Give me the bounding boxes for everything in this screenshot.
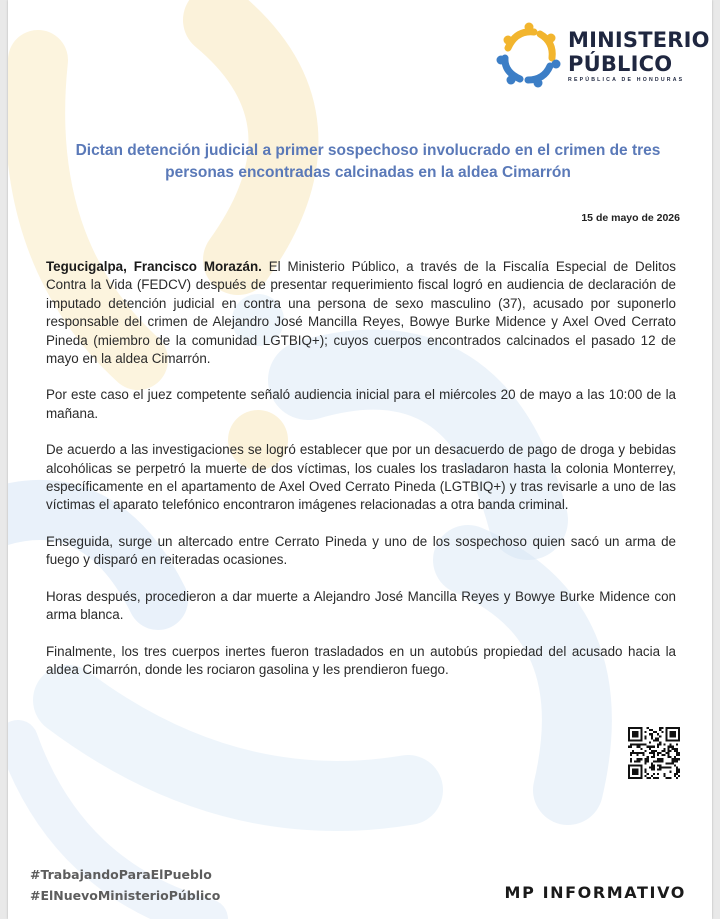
publication-date: 15 de mayo de 2026 bbox=[581, 212, 680, 224]
logo-line-ministerio: MINISTERIO bbox=[568, 28, 710, 52]
paragraph-2: Por este caso el juez competente señaló audiencia inicial para el miércoles 20 de mayo a las 10:00 de la mañana. bbox=[46, 387, 676, 421]
logo-line-publico: PÚBLICO bbox=[568, 52, 673, 76]
paragraph-6: Finalmente, los tres cuerpos inertes fueron trasladados en un autobús propiedad del acusado hacia la aldea Cimarrón, donde les rociaron gasolina y les prendieron fuego. bbox=[46, 643, 676, 677]
paragraph-1-text: El Ministerio Público, a través de la Fiscalía Especial de Delitos Contra la Vida (FEDCV) después de presentar requerimiento fiscal logró en audiencia de declaración de imputado detención judicial en contra una persona de sexo masculino (37), acusado por suponerlo responsable del crimen de Alejandro José Mancilla Reyes, Bowye Burke Midence y Axel Oved Cerrato Pineda (miembro de la comunidad LGTBIQ+); cuyos cuerpos encontrados calcinados el pasado 12 de mayo en la aldea Cimarrón. bbox=[46, 259, 676, 367]
ministerio-publico-logo bbox=[496, 22, 710, 92]
footer-hashtags bbox=[30, 864, 220, 906]
ministerio-publico-emblem-icon bbox=[496, 22, 562, 88]
paragraph-5: Horas después, procedieron a dar muerte a Alejandro José Mancilla Reyes y Bowye Burke Midence con arma blanca. bbox=[46, 588, 676, 623]
paragraph-1 bbox=[46, 258, 676, 368]
logo-wordmark bbox=[568, 28, 710, 83]
article-body bbox=[46, 258, 676, 697]
footer-brand: MP INFORMATIVO bbox=[504, 883, 686, 902]
logo-subtitle: REPÚBLICA DE HONDURAS bbox=[568, 77, 685, 83]
paragraph-4: Enseguida, surge un altercado entre Cerrato Pineda y uno de los sospechoso quien sacó un arma de fuego y disparó en reiteradas ocasiones. bbox=[46, 533, 676, 568]
dateline: Tegucigalpa, Francisco Morazán. bbox=[46, 259, 262, 274]
qr-code-icon[interactable] bbox=[628, 727, 680, 779]
page-title: Dictan detención judicial a primer sospechoso involucrado en el crimen de tres personas encontradas calcinadas en la aldea Cimarrón bbox=[75, 142, 661, 181]
press-release-page bbox=[8, 0, 712, 919]
paragraph-3: De acuerdo a las investigaciones se logró establecer que por un desacuerdo de pago de droga y bebidas alcohólicas se perpetró la muerte de dos víctimas, los cuales los trasladaron hasta la colonia Monterrey, específicamente en el apartamento de Axel Oved Cerrato Pineda (LGTBIQ+) y tras revisarle a uno de las víctimas el aparato telefónico encontraron imágenes relacionadas a otra banda criminal. bbox=[46, 442, 676, 513]
hashtag-nuevo-ministerio[interactable]: #ElNuevoMinisterioPúblico bbox=[30, 888, 221, 903]
hashtag-trabajando[interactable]: #TrabajandoParaElPueblo bbox=[30, 867, 212, 882]
